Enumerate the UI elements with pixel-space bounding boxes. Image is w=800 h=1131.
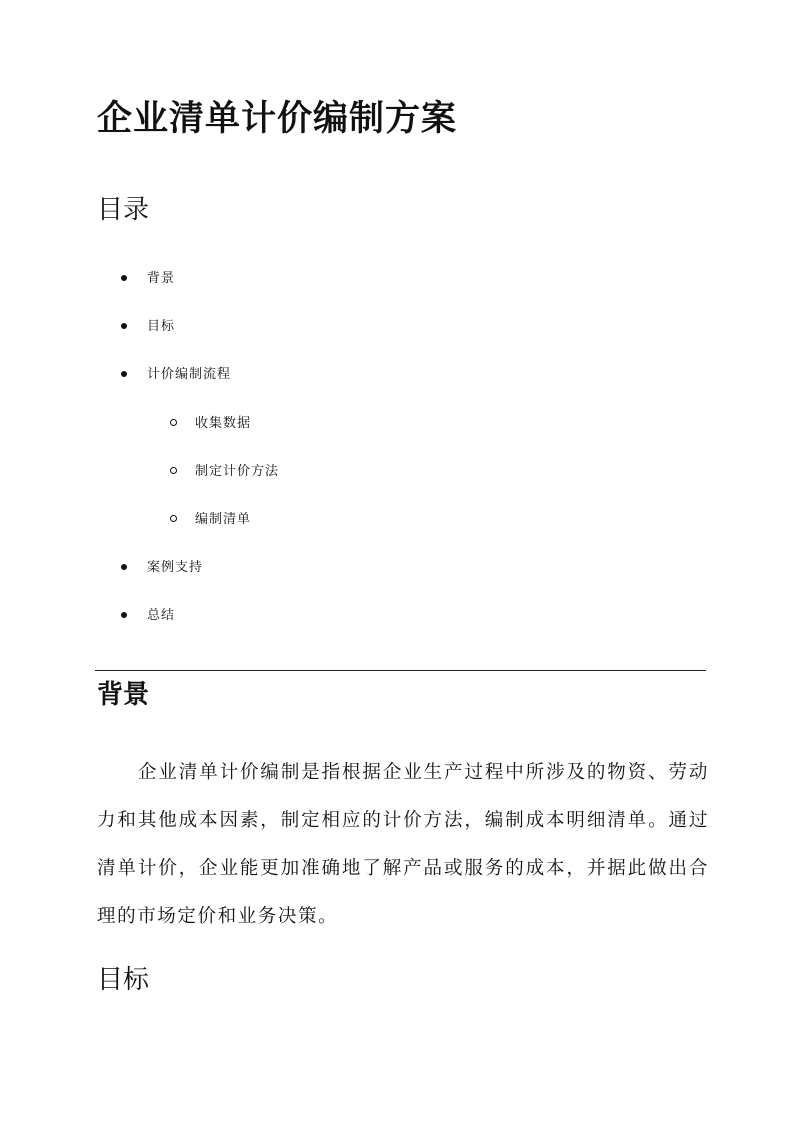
- bullet-icon: [121, 564, 127, 570]
- toc-item-process[interactable]: [121, 366, 231, 384]
- toc-item-label: 背景: [147, 271, 176, 286]
- background-paragraph: 企业清单计价编制是指根据企业生产过程中所涉及的物资、劳动力和其他成本因素，制定相应的计价方法，编制成本明细清单。通过清单计价，企业能更加准确地了解产品或服务的成本，并据此做出合理的市场定价和业务决策。: [97, 762, 709, 927]
- toc-item-label: 目标: [147, 319, 176, 334]
- document-title: 企业清单计价编制方案: [97, 98, 458, 139]
- bullet-icon: [121, 612, 127, 618]
- circle-bullet-icon: [170, 419, 177, 426]
- toc-item-label: 制定计价方法: [195, 464, 280, 479]
- toc-item-label: 编制清单: [195, 512, 252, 527]
- toc-item-label: 案例支持: [147, 560, 204, 575]
- section-heading-background: 背景: [97, 680, 150, 710]
- circle-bullet-icon: [170, 467, 177, 474]
- bullet-icon: [121, 323, 127, 329]
- section-heading-goal: 目标: [97, 965, 150, 995]
- toc-subitem-collect-data[interactable]: [170, 415, 251, 433]
- toc-item-label: 计价编制流程: [147, 367, 232, 382]
- toc-item-label: 总结: [147, 608, 176, 623]
- bullet-icon: [121, 371, 127, 377]
- section-divider: [95, 670, 706, 671]
- toc-item-goal[interactable]: [121, 318, 175, 336]
- toc-item-background[interactable]: [121, 270, 175, 288]
- toc-item-case-support[interactable]: [121, 559, 203, 577]
- toc-item-label: 收集数据: [195, 416, 252, 431]
- bullet-icon: [121, 275, 127, 281]
- toc-subitem-compile-list[interactable]: [170, 511, 251, 529]
- circle-bullet-icon: [170, 515, 177, 522]
- toc-subitem-pricing-method[interactable]: [170, 463, 279, 481]
- toc-heading: 目录: [97, 195, 150, 225]
- toc-item-summary[interactable]: [121, 607, 175, 625]
